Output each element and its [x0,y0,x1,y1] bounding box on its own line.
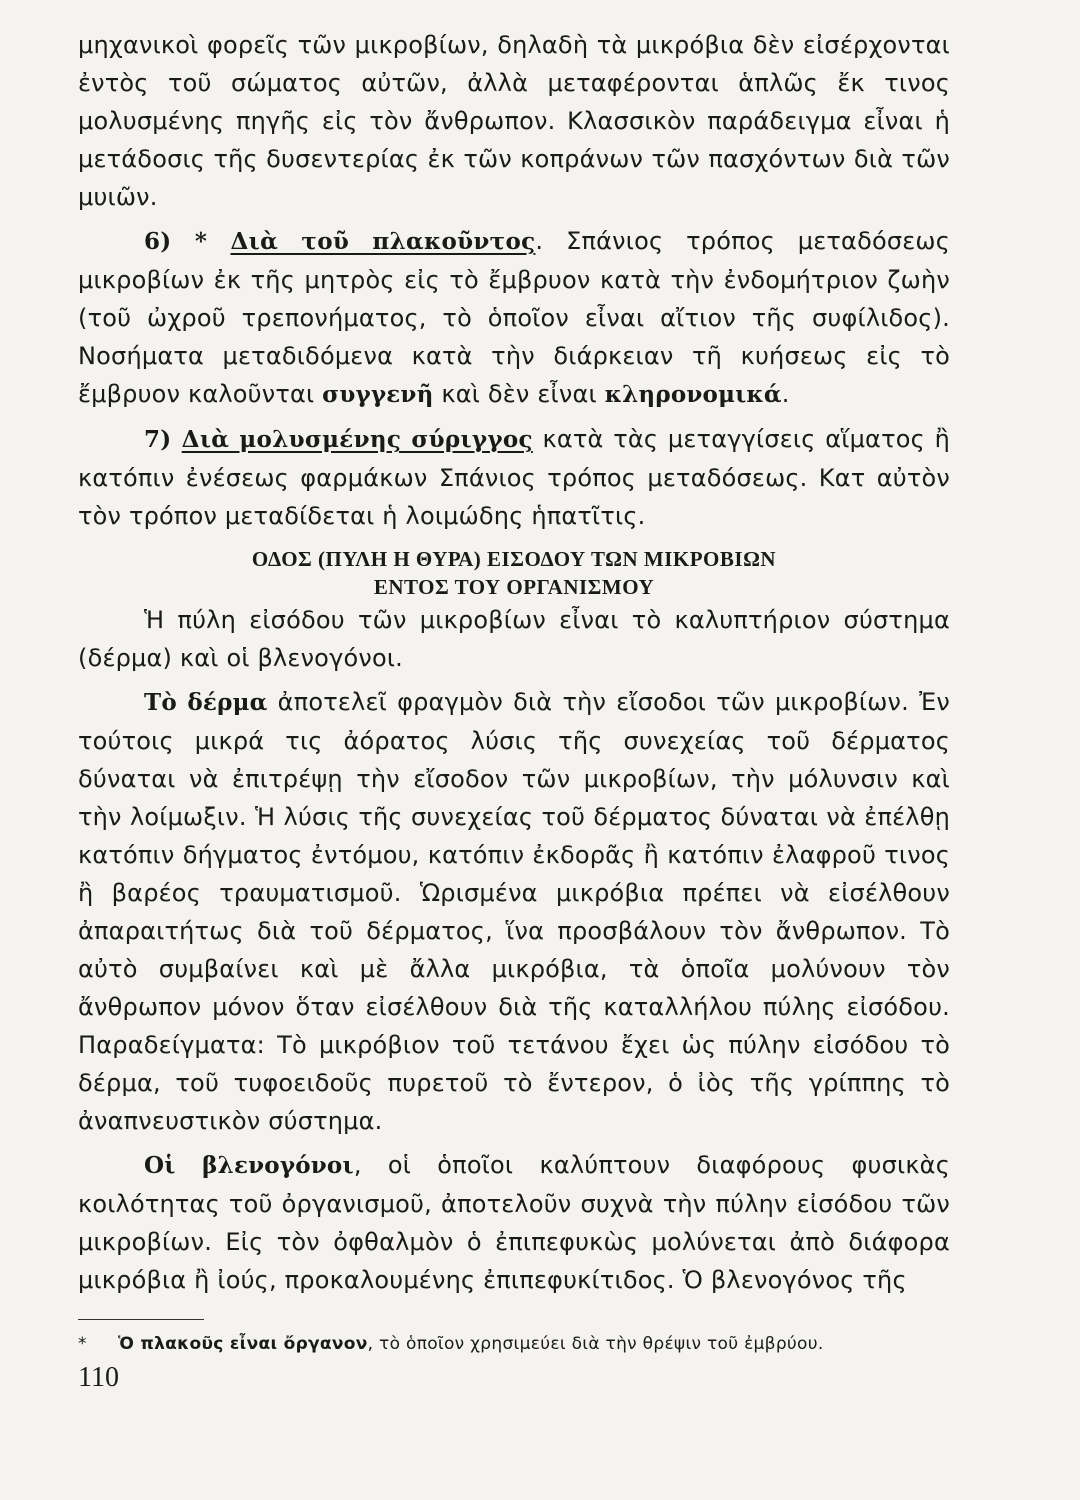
term-mucosa: Οἱ βλενογόνοι [144,1152,354,1179]
footnote-text: , τὸ ὁποῖον χρησιμεύει διὰ τὴν θρέψιν τοῦ ἐμβρύου. [367,1334,824,1354]
item-6-text-a: . Σπάνιος τρόπος μεταδόσεως μικροβίων ἐκ τῆς μητρὸς εἰς τὸ ἔμβρυον κατὰ τὴν ἐνδομήτριον ζωὴν (τοῦ ὠχροῦ τρεπονήματος, τὸ ὁποῖον εἶναι αἴτιον τῆς συφίλιδος). Νοσήματα μεταδιδόμενα κατὰ τὴν διάρκειαν τῆ κυήσεως εἰς τὸ ἔμβρυον καλοῦνται [78,227,951,408]
section-heading [78,545,950,601]
page-body [78,26,950,1358]
paragraph-mucosa-text: , οἱ ὁποῖοι καλύπτουν διαφόρους φυσικὰς κοιλότητας τοῦ ὀργανισμοῦ, ἀποτελοῦν συχνὰ τὴν πύλην εἰσόδου τῶν μικροβίων. Εἰς τὸν ὀφθαλμὸν ὁ ἐπιπεφυκὼς μολύνεται ἀπὸ διάφορα μικρόβια ἢ ἰούς, προκαλουμένης ἐπιπεφυκίτιδος. Ὁ βλενογόνος τῆς [78,1151,950,1294]
term-hereditary: κληρονομικά [604,381,782,408]
paragraph-skin [78,683,950,1140]
paragraph-mucosa [78,1146,950,1299]
term-skin: Τὸ δέρμα [144,689,268,716]
item-6-heading: Διὰ τοῦ πλακοῦντος [230,228,536,255]
section-heading-line-1: ΟΔΟΣ (ΠΥΛΗ Η ΘΥΡΑ) ΕΙΣΟΔΟΥ ΤΩΝ ΜΙΚΡΟΒΙΩΝ [251,547,777,571]
footnote-keyword: Ὁ πλακοῦς εἶναι ὄργανον [118,1334,368,1354]
term-congenital: συγγενῆ [322,381,434,408]
paragraph-skin-text: ἀποτελεῖ φραγμὸν διὰ τὴν εἴσοδοι τῶν μικροβίων. Ἐν τούτοις μικρά τις ἀόρατος λύσις τῆς συνεχείας τοῦ δέρματος δύναται νὰ ἐπιτρέψῃ τὴν εἴσοδον τῶν μικροβίων, τὴν μόλυνσιν καὶ τὴν λοίμωξιν. Ἡ λύσις τῆς συνεχείας τοῦ δέρματος δύναται νὰ ἐπέλθῃ κατόπιν δήγματος ἐντόμου, κατόπιν ἐκδορᾶς ἢ κατόπιν ἐλαφροῦ τινος ἢ βαρέος τραυματισμοῦ. Ὡρισμένα μικρόβια πρέπει νὰ εἰσέλθουν ἀπαραιτήτως διὰ τοῦ δέρματος, ἵνα προσβάλουν τὸν ἄνθρωπον. Τὸ αὐτὸ συμβαίνει καὶ μὲ ἄλλα μικρόβια, τὰ ὁποῖα μολύνουν τὸν ἄνθρωπον μόνον ὅταν εἰσέλθουν διὰ τῆς καταλλήλου πύλης εἰσόδου. Παραδείγματα: Τὸ μικρόβιον τοῦ τετάνου ἔχει ὡς πύλην εἰσόδου τὸ δέρμα, τοῦ τυφοειδοῦς πυρετοῦ τὸ ἔντερον, ὁ ἰὸς τῆς γρίππης τὸ ἀναπνευστικὸν σύστημα. [78,688,950,1135]
item-6-text-c: . [781,380,790,408]
item-7-syringe [78,420,950,535]
item-7-heading: Διὰ μολυσμένης σύριγγος [181,426,533,453]
paragraph-entry-gate: Ἡ πύλη εἰσόδου τῶν μικροβίων εἶναι τὸ καλυπτήριον σύστημα (δέρμα) καὶ οἱ βλενογόνοι. [78,606,950,672]
footnote [78,1330,950,1358]
item-7-number: 7) [144,426,182,453]
page-number: 110 [78,1362,119,1393]
section-heading-line-2: ΕΝΤΟΣ ΤΟΥ ΟΡΓΑΝΙΣΜΟΥ [373,575,655,599]
footnote-mark: * [78,1334,87,1354]
footnote-divider [78,1319,204,1320]
item-6-text-b: καὶ δὲν εἶναι [433,380,605,408]
paragraph-mechanical-carriers: μηχανικοὶ φορεῖς τῶν μικροβίων, δηλαδὴ τὰ μικρόβια δὲν εἰσέρχονται ἐντὸς τοῦ σώματος αὐτῶν, ἀλλὰ μεταφέρονται ἁπλῶς ἔκ τινος μολυσμένης πηγῆς εἰς τὸν ἄνθρωπον. Κλασσικὸν παράδειγμα εἶναι ἡ μετάδοσις τῆς δυσεντερίας ἐκ τῶν κοπράνων τῶν πασχόντων διὰ τῶν μυιῶν. [78,31,950,211]
item-7-text: κατὰ τὰς μεταγγίσεις αἵματος ἢ κατόπιν ἐνέσεως φαρμάκων Σπάνιος τρόπος μεταδόσεως. Κατ αὐτὸν τὸν τρόπον μεταδίδεται ἡ λοιμώδης ἡπατῖτις. [78,425,950,530]
item-6-placenta [78,222,950,414]
item-6-number: 6) * [144,228,231,255]
